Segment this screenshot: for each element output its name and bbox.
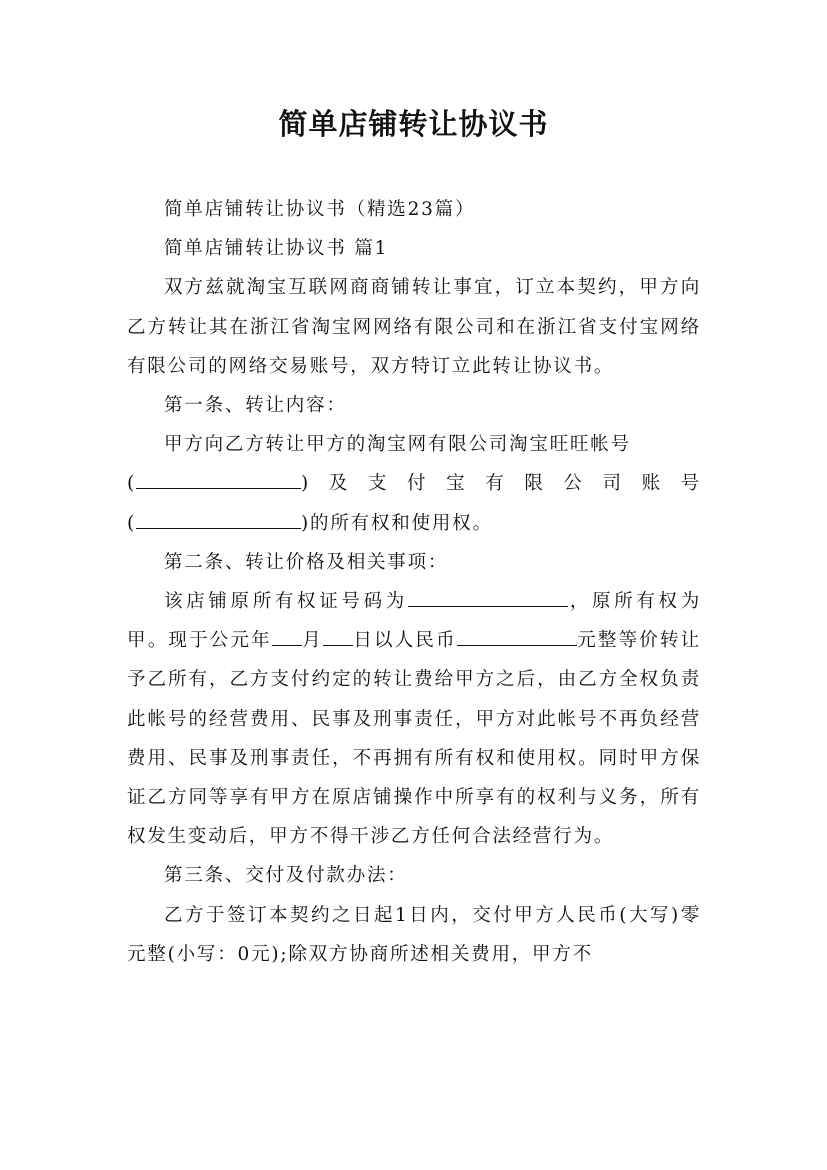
article-1-char: 及: [328, 473, 350, 495]
article-2-heading: 第二条、转让价格及相关事项：: [164, 551, 449, 573]
article-1-heading: 第一条、转让内容：: [164, 395, 347, 417]
article-1-wangwang-account-field: ( ): [127, 464, 310, 503]
article-1-char: 账: [641, 473, 662, 495]
article-1-line-3: ( )的所有权和使用权。: [127, 504, 701, 543]
article-1-line-1: 甲方向乙方转让甲方的淘宝网有限公司淘宝旺旺帐号: [164, 434, 631, 456]
article-1-paragraph: [127, 425, 701, 543]
amount-blank: [457, 626, 577, 646]
article-1-char: 宝: [446, 473, 467, 495]
article-1-char: 公: [563, 473, 584, 495]
alipay-account-blank: [136, 508, 301, 528]
article-1-char: 支: [367, 473, 389, 495]
intro-paragraph: 双方兹就淘宝互联网商商铺转让事宜，订立本契约，甲方向乙方转让其在浙江省淘宝网网络有限公司和在浙江省支付宝网络有限公司的网络交易账号，双方特订立此转让协议书。: [127, 277, 701, 377]
article-1-char: 有: [485, 473, 506, 495]
month-blank: [272, 626, 302, 646]
subtitle: 简单店铺转让协议书（精选23篇）: [164, 199, 476, 220]
document-title: 简单店铺转让协议书: [278, 107, 549, 141]
document-body: [127, 190, 701, 974]
article-2-paragraph: 该店铺原所有权证号码为 ，原所有权为甲。现于公元年 月 日以人民币 元整等价转让予乙所有，乙方支付约定的转让费给甲方之后，由乙方全权负责此帐号的经营费用、民事及刑事责任，甲方对此帐号不再负经营费用、民事及刑事责任，不再拥有所有权和使用权。同时甲方保证乙方同等享有甲方在原店铺操作中所享有的权利与义务，所有权发生变动后，甲方不得干涉乙方任何合法经营行为。: [127, 582, 701, 856]
article-1-char: 付: [407, 473, 428, 495]
article-1-char: 司: [602, 473, 623, 495]
wangwang-account-blank: [136, 469, 301, 489]
article-1-char: 号: [680, 473, 701, 495]
section-heading: 简单店铺转让协议书 篇1: [164, 238, 389, 260]
article-3-heading: 第三条、交付及付款办法：: [164, 865, 408, 887]
article-3-paragraph: 乙方于签订本契约之日起1日内，交付甲方人民币(大写)零元整(小写：0元);除双方协商所述相关费用，甲方不: [127, 904, 701, 965]
day-blank: [323, 626, 353, 646]
article-1-line-2: [127, 464, 701, 503]
certificate-number-blank: [408, 587, 568, 607]
article-1-char: 限: [524, 473, 545, 495]
